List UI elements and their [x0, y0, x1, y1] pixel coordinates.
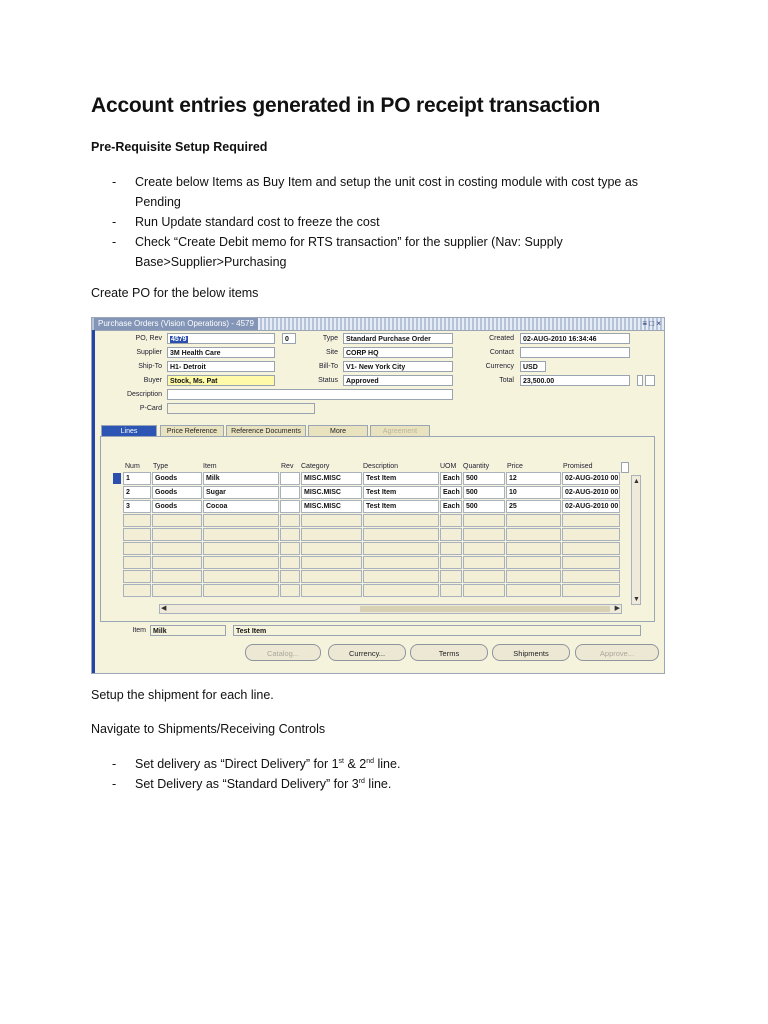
delivery-item: - Set delivery as “Direct Delivery” for 1st & 2nd line.	[112, 757, 401, 771]
tab-more[interactable]: More	[308, 425, 368, 437]
status-label: Status	[318, 377, 338, 384]
empty-cell[interactable]	[440, 528, 462, 541]
line-category[interactable]: MISC.MISC	[301, 500, 362, 513]
lines-panel	[100, 436, 655, 622]
empty-cell[interactable]	[152, 514, 202, 527]
empty-cell[interactable]	[203, 584, 279, 597]
empty-cell[interactable]	[280, 528, 300, 541]
prereq-item: - Create below Items as Buy Item and setup the unit cost in costing module with cost type as Pending	[112, 175, 639, 209]
line-type[interactable]: Goods	[152, 500, 202, 513]
empty-cell[interactable]	[203, 556, 279, 569]
tab-reference-documents[interactable]: Reference Documents	[226, 425, 306, 437]
scroll-left-icon[interactable]: ◀	[161, 605, 167, 612]
col-rev: Rev	[281, 463, 294, 470]
empty-cell[interactable]	[363, 542, 439, 555]
site-field[interactable]: CORP HQ	[343, 347, 453, 358]
line-rev[interactable]	[280, 500, 300, 513]
supplier-label: Supplier	[136, 349, 162, 356]
empty-cell[interactable]	[363, 514, 439, 527]
empty-cell[interactable]	[123, 570, 151, 583]
total-label: Total	[499, 377, 514, 384]
line-uom[interactable]: Each	[440, 472, 462, 485]
empty-cell[interactable]	[463, 584, 505, 597]
empty-cell[interactable]	[280, 570, 300, 583]
terms-button[interactable]: Terms	[410, 644, 488, 661]
window-controls-icon[interactable]: ≡ □ ×	[642, 319, 661, 328]
empty-cell[interactable]	[506, 514, 561, 527]
line-quantity[interactable]: 500	[463, 486, 505, 499]
line-uom[interactable]: Each	[440, 486, 462, 499]
window-left-accent	[92, 330, 95, 673]
empty-cell[interactable]	[152, 528, 202, 541]
total-checkbox[interactable]	[637, 375, 643, 386]
rev-field[interactable]: 0	[282, 333, 296, 344]
shipto-field[interactable]: H1- Detroit	[167, 361, 275, 372]
empty-cell[interactable]	[463, 542, 505, 555]
line-item[interactable]: Cocoa	[203, 500, 279, 513]
po-rev-label: PO, Rev	[135, 335, 162, 342]
empty-cell[interactable]	[440, 514, 462, 527]
lines-horizontal-scrollbar[interactable]	[159, 604, 622, 614]
line-promised[interactable]: 02-AUG-2010 00	[562, 472, 620, 485]
line-price[interactable]: 10	[506, 486, 561, 499]
created-label: Created	[489, 335, 514, 342]
navigate-text: Navigate to Shipments/Receiving Controls	[91, 722, 326, 736]
setup-shipment-text: Setup the shipment for each line.	[91, 688, 274, 702]
scroll-right-icon[interactable]: ▶	[614, 605, 620, 612]
col-promised: Promised	[563, 463, 593, 470]
contact-label: Contact	[489, 349, 514, 356]
empty-cell[interactable]	[280, 514, 300, 527]
empty-cell[interactable]	[562, 556, 620, 569]
scroll-down-icon[interactable]: ▼	[633, 596, 640, 603]
shipto-label: Ship-To	[138, 363, 162, 370]
currency-label: Currency	[485, 363, 514, 370]
line-type[interactable]: Goods	[152, 472, 202, 485]
line-quantity[interactable]: 500	[463, 500, 505, 513]
line-category[interactable]: MISC.MISC	[301, 486, 362, 499]
currency-field[interactable]: USD	[520, 361, 546, 372]
scroll-thumb[interactable]	[360, 606, 610, 612]
empty-cell[interactable]	[463, 514, 505, 527]
col-price: Price	[507, 463, 523, 470]
prereq-item: - Run Update standard cost to freeze the cost	[112, 215, 380, 229]
line-rev[interactable]	[280, 486, 300, 499]
empty-cell[interactable]	[506, 556, 561, 569]
buyer-field[interactable]: Stock, Ms. Pat	[167, 375, 275, 386]
col-quantity: Quantity	[463, 463, 490, 470]
empty-cell[interactable]	[123, 528, 151, 541]
line-num[interactable]: 1	[123, 472, 151, 485]
contact-field[interactable]	[520, 347, 630, 358]
line-price[interactable]: 12	[506, 472, 561, 485]
created-field: 02-AUG-2010 16:34:46	[520, 333, 630, 344]
empty-cell[interactable]	[123, 542, 151, 555]
empty-cell[interactable]	[440, 542, 462, 555]
line-description[interactable]: Test Item	[363, 500, 439, 513]
pcard-label: P-Card	[139, 405, 162, 412]
empty-cell[interactable]	[280, 556, 300, 569]
empty-cell[interactable]	[203, 514, 279, 527]
empty-cell[interactable]	[123, 556, 151, 569]
line-rev[interactable]	[280, 472, 300, 485]
empty-cell[interactable]	[363, 570, 439, 583]
empty-cell[interactable]	[562, 528, 620, 541]
tab-agreement[interactable]: Agreement	[370, 425, 430, 437]
total-field: 23,500.00	[520, 375, 630, 386]
supplier-field[interactable]: 3M Health Care	[167, 347, 275, 358]
empty-cell[interactable]	[363, 584, 439, 597]
empty-cell[interactable]	[152, 556, 202, 569]
status-field: Approved	[343, 375, 453, 386]
line-item[interactable]: Milk	[203, 472, 279, 485]
catalog-button[interactable]: Catalog...	[245, 644, 321, 661]
scroll-up-icon[interactable]: ▲	[633, 478, 640, 485]
shipments-button[interactable]: Shipments	[492, 644, 570, 661]
empty-cell[interactable]	[562, 584, 620, 597]
empty-cell[interactable]	[363, 556, 439, 569]
empty-cell[interactable]	[463, 556, 505, 569]
window-title: Purchase Orders (Vision Operations) - 4579	[94, 318, 258, 330]
billto-label: Bill-To	[318, 363, 338, 370]
line-promised[interactable]: 02-AUG-2010 00	[562, 500, 620, 513]
type-label: Type	[322, 335, 338, 342]
tab-lines[interactable]: Lines	[101, 425, 157, 437]
prereq-list	[91, 172, 655, 272]
empty-cell[interactable]	[301, 556, 362, 569]
site-label: Site	[325, 349, 338, 356]
approve-button[interactable]: Approve...	[575, 644, 659, 661]
empty-cell[interactable]	[280, 584, 300, 597]
line-num[interactable]: 3	[123, 500, 151, 513]
line-num[interactable]: 2	[123, 486, 151, 499]
empty-cell[interactable]	[440, 584, 462, 597]
line-quantity[interactable]: 500	[463, 472, 505, 485]
col-type: Type	[153, 463, 169, 470]
empty-cell[interactable]	[123, 514, 151, 527]
tab-price-reference[interactable]: Price Reference	[160, 425, 224, 437]
purchase-orders-window	[91, 317, 665, 674]
empty-cell[interactable]	[203, 570, 279, 583]
empty-cell[interactable]	[463, 570, 505, 583]
col-description: Description	[363, 463, 399, 470]
empty-cell[interactable]	[506, 542, 561, 555]
empty-cell[interactable]	[203, 528, 279, 541]
line-description[interactable]: Test Item	[363, 486, 439, 499]
empty-cell[interactable]	[152, 584, 202, 597]
line-item[interactable]: Sugar	[203, 486, 279, 499]
currency-button[interactable]: Currency...	[328, 644, 406, 661]
empty-cell[interactable]	[440, 556, 462, 569]
prereq-item: - Check “Create Debit memo for RTS transaction” for the supplier (Nav: Supply Base>Supplier>Purchasing	[112, 235, 563, 269]
description-field[interactable]	[167, 389, 453, 400]
description-label: Description	[126, 391, 162, 398]
total-flex-field[interactable]	[645, 375, 655, 386]
empty-cell[interactable]	[301, 570, 362, 583]
empty-cell[interactable]	[363, 528, 439, 541]
empty-cell[interactable]	[301, 514, 362, 527]
footer-item-label: Item	[132, 627, 146, 634]
pcard-field[interactable]	[167, 403, 315, 414]
empty-cell[interactable]	[562, 570, 620, 583]
empty-cell[interactable]	[203, 542, 279, 555]
empty-cell[interactable]	[301, 584, 362, 597]
delivery-item: - Set Delivery as “Standard Delivery” for 3rd line.	[112, 777, 392, 791]
footer-item-field: Milk	[150, 625, 226, 636]
folder-toggle[interactable]	[621, 462, 629, 473]
lines-vertical-scrollbar[interactable]	[631, 475, 641, 605]
empty-cell[interactable]	[562, 542, 620, 555]
empty-cell[interactable]	[463, 528, 505, 541]
empty-cell[interactable]	[506, 570, 561, 583]
buyer-label: Buyer	[143, 377, 162, 384]
line-price[interactable]: 25	[506, 500, 561, 513]
line-type[interactable]: Goods	[152, 486, 202, 499]
page-title: Account entries generated in PO receipt transaction	[91, 94, 601, 117]
empty-cell[interactable]	[123, 584, 151, 597]
empty-cell[interactable]	[301, 542, 362, 555]
empty-cell[interactable]	[506, 528, 561, 541]
col-item: Item	[203, 463, 217, 470]
empty-cell[interactable]	[280, 542, 300, 555]
line-category[interactable]: MISC.MISC	[301, 472, 362, 485]
line-description[interactable]: Test Item	[363, 472, 439, 485]
empty-cell[interactable]	[562, 514, 620, 527]
empty-cell[interactable]	[440, 570, 462, 583]
empty-cell[interactable]	[506, 584, 561, 597]
empty-cell[interactable]	[152, 570, 202, 583]
window-titlebar	[92, 318, 664, 331]
type-field[interactable]: Standard Purchase Order	[343, 333, 453, 344]
current-row-indicator[interactable]	[113, 473, 121, 484]
col-num: Num	[125, 463, 140, 470]
col-category: Category	[301, 463, 330, 470]
footer-description-field: Test Item	[233, 625, 641, 636]
empty-cell[interactable]	[301, 528, 362, 541]
delivery-list	[91, 754, 655, 794]
empty-cell[interactable]	[152, 542, 202, 555]
line-promised[interactable]: 02-AUG-2010 00	[562, 486, 620, 499]
create-po-text: Create PO for the below items	[91, 286, 259, 300]
col-uom: UOM	[440, 463, 457, 470]
line-uom[interactable]: Each	[440, 500, 462, 513]
billto-field[interactable]: V1- New York City	[343, 361, 453, 372]
po-number-field[interactable]: 4579	[167, 333, 275, 344]
prereq-heading: Pre-Requisite Setup Required	[91, 140, 268, 154]
